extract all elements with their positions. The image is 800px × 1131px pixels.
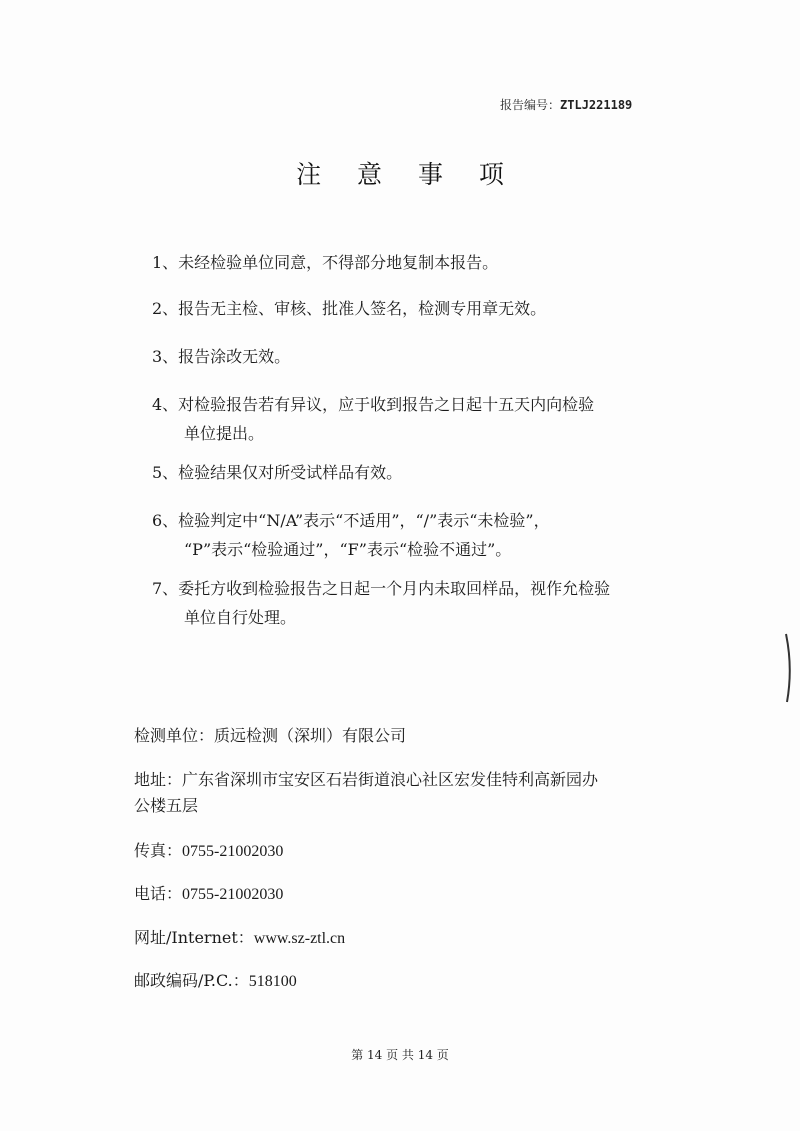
note-item [152, 248, 498, 277]
note-item [152, 294, 546, 323]
report-number-label: 报告编号： [500, 98, 561, 112]
note-text: 4、对检验报告若有异议，应于收到报告之日起十五天内向检验 [152, 395, 595, 414]
note-item [152, 342, 290, 371]
postal-code-label: 邮政编码/P.C.： [134, 971, 249, 990]
note-text: 6、检验判定中“N/A”表示“不适用”，“/”表示“未检验”， [152, 511, 550, 530]
testing-unit [134, 723, 694, 749]
page-number: 第 14 页 共 14 页 [351, 1048, 449, 1062]
note-text: 2、报告无主检、审核、批准人签名，检测专用章无效。 [152, 299, 547, 318]
note-text-continued: 单位自行处理。 [184, 608, 297, 627]
note-text: 1、未经检验单位同意，不得部分地复制本报告。 [152, 253, 499, 272]
note-item [152, 458, 402, 487]
note-item [152, 574, 610, 632]
report-number-value: ZTLJ221189 [560, 98, 633, 112]
fax-label: 传真： [134, 841, 183, 860]
website-value: www.sz-ztl.cn [253, 930, 346, 947]
telephone [134, 881, 694, 908]
note-text: 3、报告涂改无效。 [152, 347, 291, 366]
note-text: 7、委托方收到检验报告之日起一个月内未取回样品，视作允检验 [152, 579, 611, 598]
address-label: 地址： [134, 770, 183, 789]
note-text-continued: “P”表示“检验通过”，“F”表示“检验不通过”。 [184, 540, 512, 559]
scan-edge-mark [784, 632, 794, 704]
fax-value: 0755-21002030 [182, 843, 284, 860]
note-item [152, 506, 550, 564]
page-title: 注 意 事 项 [296, 160, 518, 189]
address-value: 广东省深圳市宝安区石岩街道浪心社区宏发佳特利高新园办 [182, 770, 599, 789]
note-item [152, 390, 594, 448]
postal-code-value: 518100 [248, 973, 297, 990]
address-value-continued: 公楼五层 [134, 796, 199, 815]
fax [134, 838, 694, 865]
testing-unit-value: 质远检测（深圳）有限公司 [214, 726, 407, 745]
address [134, 767, 694, 819]
telephone-value: 0755-21002030 [182, 886, 284, 903]
website-label: 网址/Internet： [134, 928, 254, 947]
testing-unit-label: 检测单位： [134, 726, 215, 745]
report-number [500, 96, 660, 113]
note-text: 5、检验结果仅对所受试样品有效。 [152, 463, 403, 482]
postal-code [134, 968, 694, 995]
note-text-continued: 单位提出。 [184, 424, 265, 443]
telephone-label: 电话： [134, 884, 183, 903]
website [134, 925, 694, 952]
